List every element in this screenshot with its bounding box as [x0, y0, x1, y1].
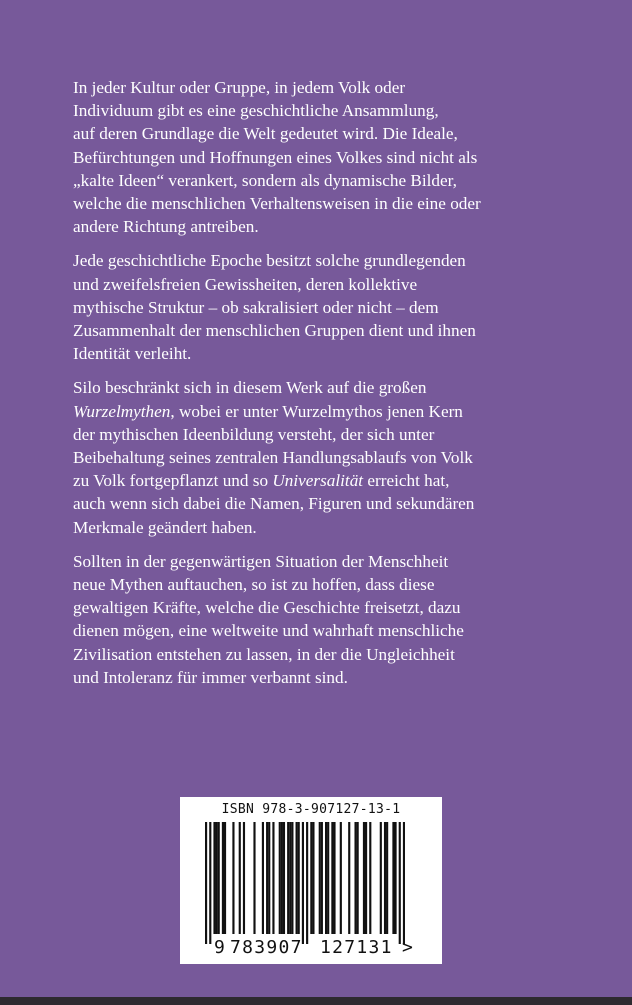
text-line: und zweifelsfreien Gewissheiten, deren kollektive	[73, 274, 418, 294]
barcode-bar	[403, 822, 405, 944]
barcode-bar	[216, 822, 218, 934]
text-line: Befürchtungen und Hoffnungen eines Volkes sind nicht als	[73, 147, 478, 167]
barcode-bar	[312, 822, 314, 934]
barcode-quiet-mark: >	[402, 937, 413, 958]
barcode-bar	[268, 822, 270, 934]
text-line: In jeder Kultur oder Gruppe, in jedem Volk oder	[73, 78, 406, 97]
barcode-bar	[365, 822, 367, 934]
barcode-bar	[232, 822, 234, 934]
barcode-bar	[266, 822, 268, 934]
barcode-bar	[205, 822, 207, 944]
text-fragment: , wobei er unter Wurzelmythos jenen Kern	[170, 401, 463, 421]
barcode-bar	[283, 822, 285, 934]
text-line: dienen mögen, eine weltweite und wahrhaft menschliche	[73, 621, 464, 641]
barcode-bar	[363, 822, 365, 934]
text-line: Merkmale geändert haben.	[73, 517, 257, 537]
barcode-bar	[222, 822, 224, 934]
text-line: und Intoleranz für immer verbannt sind.	[73, 667, 348, 687]
barcode-bar	[243, 822, 245, 934]
text-line: welche die menschlichen Verhaltensweisen in die eine oder	[73, 194, 481, 214]
text-fragment: zu Volk fortgepflanzt und so	[73, 471, 273, 491]
text-line: Sollten in der gegenwärtigen Situation der Menschheit	[73, 551, 449, 571]
barcode-bar	[253, 822, 255, 934]
text-line: auch wenn sich dabei die Namen, Figuren und sekundären	[73, 494, 475, 514]
text-line: auf deren Grundlage die Welt gedeutet wird. Die Ideale,	[73, 124, 458, 144]
barcode-bar	[331, 822, 333, 934]
italic-term: Wurzelmythen	[73, 401, 171, 421]
barcode-bar	[287, 822, 289, 934]
barcode-bar	[209, 822, 211, 944]
barcode-bar	[272, 822, 274, 934]
paragraph-3	[73, 376, 563, 538]
barcode-bar	[399, 822, 401, 944]
barcode-bar	[306, 822, 308, 944]
barcode-bar	[386, 822, 388, 934]
barcode-bar	[384, 822, 386, 934]
barcode-bar	[281, 822, 283, 934]
barcode-first-digit: 9	[214, 937, 225, 958]
italic-term: Universalität	[272, 471, 364, 491]
isbn-barcode	[180, 797, 442, 964]
text-line: der mythischen Ideenbildung versteht, der sich unter	[73, 424, 435, 444]
barcode-bar	[291, 822, 293, 934]
barcode-bar	[321, 822, 323, 934]
barcode-bar	[333, 822, 335, 934]
isbn-label: ISBN 978-3-907127-13-1	[221, 802, 401, 817]
barcode-bar	[296, 822, 298, 934]
text-line: Zivilisation entstehen zu lassen, in der die Ungleichheit	[73, 644, 455, 664]
barcode-bar	[298, 822, 300, 934]
text-line: Zusammenhalt der menschlichen Gruppen dient und ihnen	[73, 321, 476, 341]
blurb-text	[73, 76, 563, 700]
barcode-bar	[289, 822, 291, 934]
text-line: „kalte Ideen“ verankert, sondern als dynamische Bilder,	[73, 170, 457, 190]
barcode-bar	[327, 822, 329, 934]
text-line: andere Richtung antreiben.	[73, 217, 259, 237]
barcode-right-group: 127131	[320, 937, 393, 958]
paragraph-4	[73, 550, 563, 689]
barcode-bar	[354, 822, 356, 934]
text-line: Jede geschichtliche Epoche besitzt solche grundlegenden	[73, 251, 466, 271]
barcode-bar	[218, 822, 220, 934]
barcode-bar	[224, 822, 226, 934]
bottom-edge	[0, 997, 632, 1005]
barcode-bar	[213, 822, 215, 934]
barcode-bar	[325, 822, 327, 934]
barcode-bar	[302, 822, 304, 944]
barcode-left-group: 783907	[230, 937, 303, 958]
paragraph-2	[73, 249, 563, 365]
text-line: Individuum gibt es eine geschichtliche Ansammlung,	[73, 101, 439, 121]
barcode-bar	[279, 822, 281, 934]
barcode-bar	[239, 822, 241, 934]
barcode-bar	[340, 822, 342, 934]
barcode-bar	[262, 822, 264, 934]
text-line: neue Mythen auftauchen, so ist zu hoffen, dass diese	[73, 575, 435, 595]
barcode-bar	[369, 822, 371, 934]
text-line: Identität verleiht.	[73, 344, 192, 364]
barcode-bars	[205, 822, 405, 952]
paragraph-1	[73, 76, 563, 238]
barcode-bar	[380, 822, 382, 934]
barcode-bar	[310, 822, 312, 934]
text-fragment: erreicht hat,	[363, 471, 450, 491]
text-line	[73, 469, 563, 492]
text-line	[73, 400, 563, 423]
barcode-bar	[357, 822, 359, 934]
barcode-bar	[394, 822, 396, 934]
barcode-bar	[348, 822, 350, 934]
text-line: Beibehaltung seines zentralen Handlungsablaufs von Volk	[73, 448, 473, 468]
barcode-bar	[319, 822, 321, 934]
text-line: gewaltigen Kräfte, welche die Geschichte freisetzt, dazu	[73, 598, 461, 618]
text-line: Silo beschränkt sich in diesem Werk auf die großen	[73, 378, 427, 398]
barcode-bar	[392, 822, 394, 934]
text-line: mythische Struktur – ob sakralisiert oder nicht – dem	[73, 297, 439, 317]
